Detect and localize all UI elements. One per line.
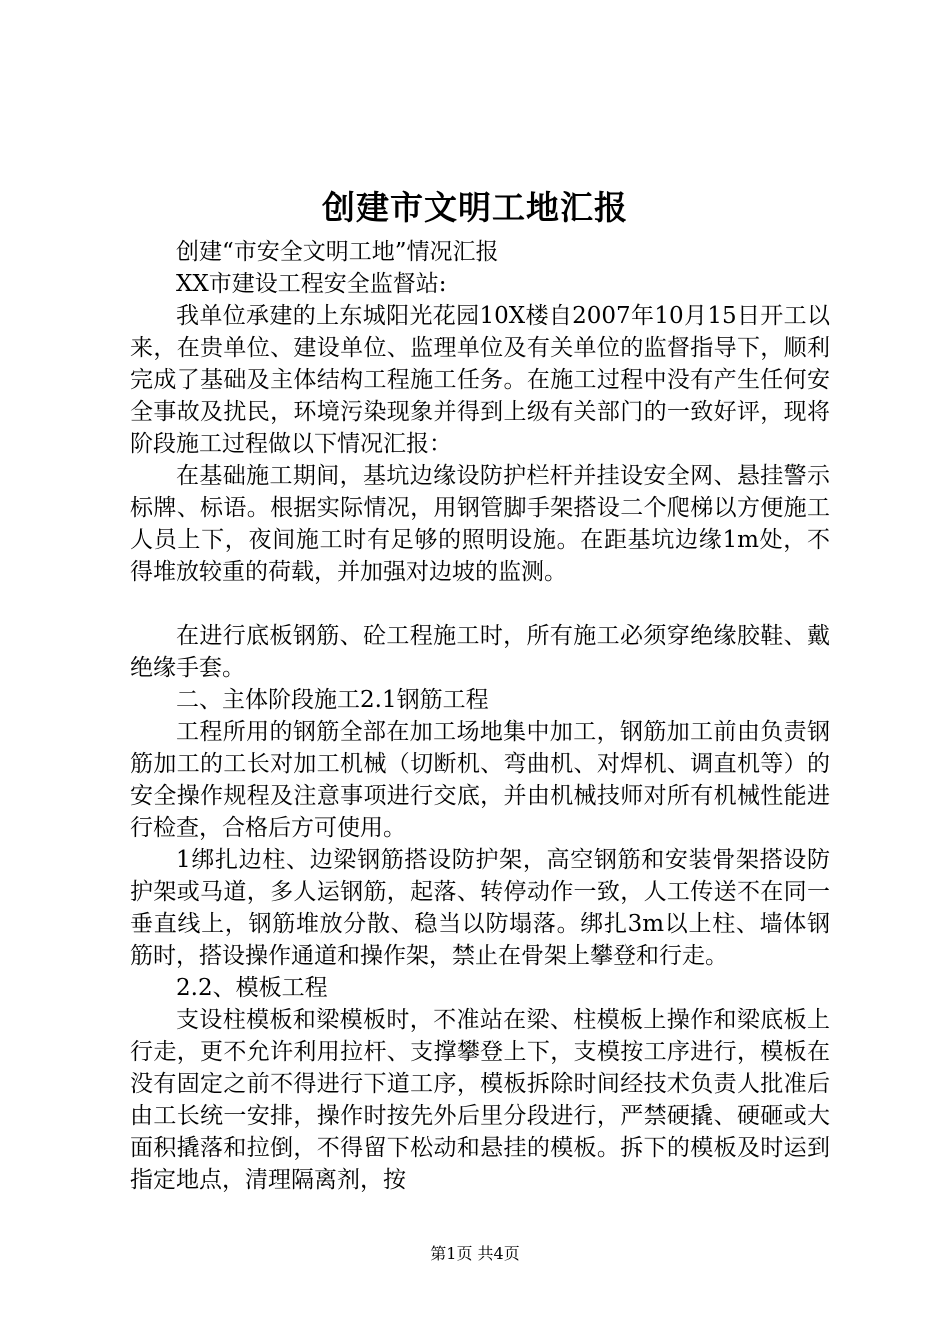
section-heading-formwork: 2.2、模板工程 — [176, 975, 328, 1001]
document-title: 创建市文明工地汇报 — [322, 188, 628, 227]
paragraph-formwork: 支设柱模板和梁模板时，不准站在梁、柱模板上操作和梁底板上行走，更不允许利用拉杆、支撑攀登上下，支模按工序进行，模板在没有固定之前不得进行下道工序，模板拆除时间经技术负责人批准后由工长统一安排，操作时按先外后里分段进行，严禁硬撬、硬砸或大面积撬落和拉倒，不得留下松动和悬挂的模板。拆下的模板及时运到指定地点，清理隔离剂，按 — [130, 1007, 830, 1193]
section-heading-main-structure: 二、主体阶段施工2.1钢筋工程 — [176, 687, 489, 713]
paragraph-addressee: XX市建设工程安全监督站: — [176, 271, 447, 297]
paragraph-rebar-processing: 工程所用的钢筋全部在加工场地集中加工，钢筋加工前由负责钢筋加工的工长对加工机械（切断机、弯曲机、对焊机、调直机等）的安全操作规程及注意事项进行交底，并由机械技师对所有机械性能进行检查，合格后方可使用。 — [130, 719, 830, 841]
document-body — [130, 236, 830, 1196]
page-number-footer: 第1页 共4页 — [430, 1244, 520, 1263]
paragraph-intro: 我单位承建的上东城阳光花园10X楼自2007年10月15日开工以来，在贵单位、建设单位、监理单位及有关单位的监督指导下，顺利完成了基础及主体结构工程施工任务。在施工过程中没有产生任何安全事故及扰民，环境污染现象并得到上级有关部门的一致好评，现将阶段施工过程做以下情况汇报： — [130, 303, 830, 457]
paragraph-insulation: 在进行底板钢筋、砼工程施工时，所有施工必须穿绝缘胶鞋、戴绝缘手套。 — [130, 623, 830, 681]
paragraph-foundation: 在基础施工期间，基坑边缘设防护栏杆并挂设安全网、悬挂警示标牌、标语。根据实际情况，用钢管脚手架搭设二个爬梯以方便施工人员上下，夜间施工时有足够的照明设施。在距基坑边缘1m处，不得堆放较重的荷载，并加强对边坡的监测。 — [130, 463, 830, 585]
paragraph-rebar-binding: 1绑扎边柱、边梁钢筋搭设防护架，高空钢筋和安装骨架搭设防护架或马道，多人运钢筋，起落、转停动作一致，人工传送不在同一垂直线上，钢筋堆放分散、稳当以防塌落。绑扎3m以上柱、墙体钢筋时，搭设操作通道和操作架，禁止在骨架上攀登和行走。 — [130, 847, 830, 969]
paragraph-report-heading: 创建“市安全文明工地”情况汇报 — [176, 239, 499, 265]
